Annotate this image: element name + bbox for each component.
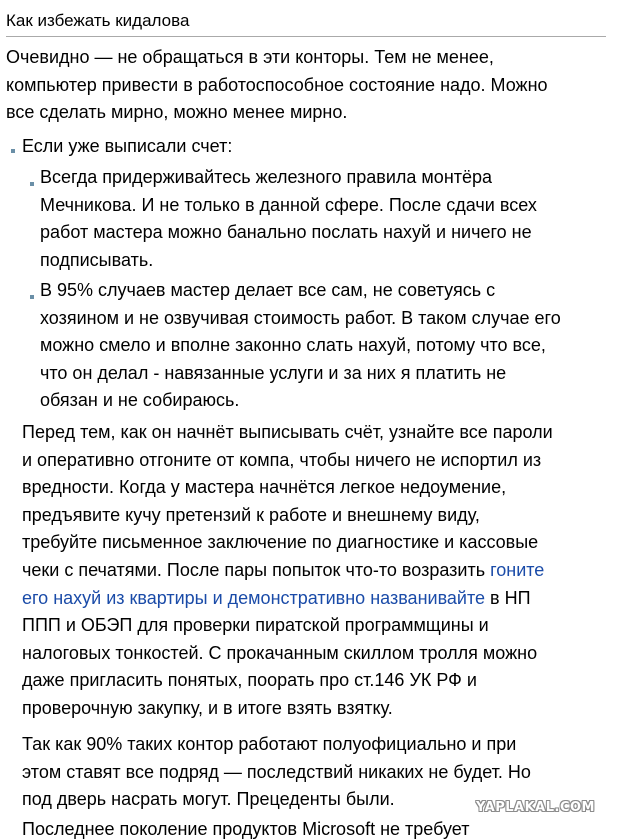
paragraph-3 (22, 731, 531, 814)
text-line: Всегда придерживайтесь железного правила монтёра (40, 167, 493, 187)
bullet-icon (30, 182, 34, 186)
paragraph-2 (22, 419, 553, 723)
list-item-label: Если уже выписали счет: (22, 136, 233, 156)
text-line: Так как 90% таких контор работают полуофициально и при (22, 734, 517, 754)
text-line: хозяином и не озвучивая стоимость работ. В таком случае его (40, 307, 561, 328)
text-line: В 95% случаев мастер делает все сам, не советуясь с (40, 280, 496, 300)
text-line: этом ставят все подряд — последствий никаких не будет. Но (22, 761, 531, 782)
text-line: проверочную закупку, и в итоге взять взятку. (22, 697, 393, 718)
text-line: налоговых тонкостей. С прокачанным скиллом тролля можно (22, 642, 538, 663)
text-line: Мечникова. И не только в данной сфере. После сдачи всех (40, 194, 537, 215)
intro-paragraph (6, 44, 548, 127)
text-line (22, 557, 553, 585)
sub-list-item (40, 277, 561, 415)
text-line: работ мастера можно банально послать нахуй и ничего не (40, 222, 532, 243)
bullet-icon (11, 149, 15, 153)
section-heading: Как избежать кидалова (6, 8, 606, 37)
text-line: Перед тем, как он начнёт выписывать счёт, узнайте все пароли (22, 422, 553, 442)
site-watermark: YAPLAKAL.COM (476, 800, 595, 815)
text-line: вредности. Когда у мастера начнётся легкое недоумение, (22, 477, 507, 498)
text-fragment: чеки с печатями. После пары попыток что-то возразить (22, 559, 491, 580)
text-line: требуйте письменное заключение по диагностике и кассовые (22, 532, 539, 553)
text-line: под дверь насрать могут. Прецеденты были. (22, 789, 395, 810)
text-line: Последнее поколение продуктов Microsoft не требует (22, 819, 470, 839)
inline-link[interactable]: его нахуй из квартиры и демонстративно названивайте (22, 587, 486, 608)
paragraph-4 (22, 816, 469, 840)
text-line: даже пригласить понятых, поорать про ст.146 УК РФ и (22, 670, 477, 691)
text-line: подписывать. (40, 249, 154, 270)
text-line: предъявите кучу претензий к работе и внешнему виду, (22, 504, 480, 525)
text-line: что он делал - навязанные услуги и за них я платить не (40, 362, 507, 383)
list-item-top (22, 133, 232, 161)
text-fragment: в НП (485, 587, 531, 608)
text-line: и оперативно отгоните от компа, чтобы ничего не испортил из (22, 449, 542, 470)
text-line: обязан и не собираюсь. (40, 390, 240, 411)
text-line: можно смело и вполне законно слать нахуй, потому что все, (40, 335, 546, 356)
text-line: Очевидно — не обращаться в эти конторы. Тем не менее, (6, 47, 494, 67)
text-line: компьютер привести в работоспособное состояние надо. Можно (6, 74, 548, 95)
text-line: все сделать мирно, можно менее мирно. (6, 102, 348, 123)
inline-link[interactable]: гоните (490, 559, 545, 580)
sub-list-item (40, 164, 537, 274)
bullet-icon (30, 295, 34, 299)
text-line: ППП и ОБЭП для проверки пиратской программщины и (22, 615, 489, 636)
text-line (22, 585, 553, 613)
